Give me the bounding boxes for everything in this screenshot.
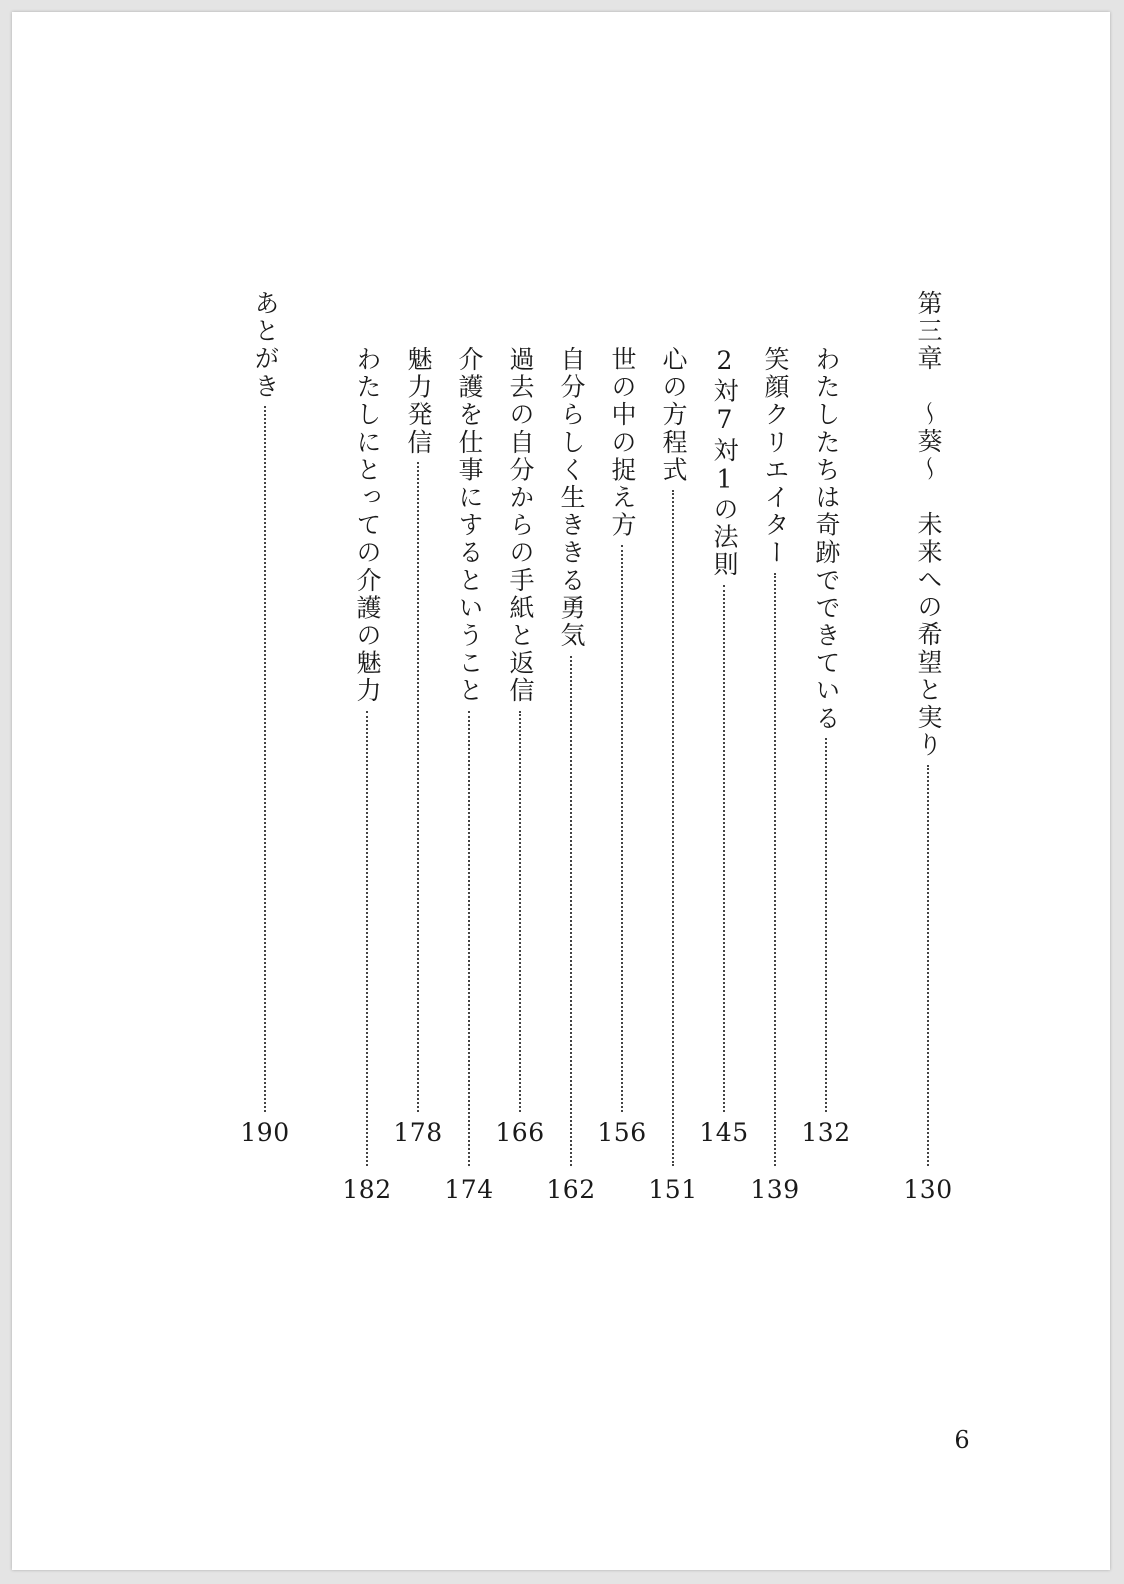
dot-leader (468, 711, 470, 1166)
page-number: 151 (648, 1175, 698, 1204)
page-number: 145 (699, 1118, 749, 1147)
book-page (12, 12, 1110, 1570)
toc-entry-title: 世の中の捉え方 (608, 346, 637, 540)
dot-leader (417, 462, 419, 1112)
dot-leader (264, 406, 266, 1112)
page-number: 174 (444, 1175, 494, 1204)
afterword-title: あとがき (251, 290, 280, 401)
dot-leader (825, 738, 827, 1112)
dot-leader (774, 573, 776, 1166)
toc-entry-title: わたしにとっての介護の魅力 (353, 346, 382, 705)
dot-leader (366, 711, 368, 1166)
page-number: 178 (393, 1118, 443, 1147)
page-number: 166 (495, 1118, 545, 1147)
toc-entry-title: 2対7対1の法則 (710, 346, 739, 579)
toc-entry-title: 心の方程式 (659, 346, 688, 484)
dot-leader (621, 545, 623, 1112)
toc-entry-title: わたしたちは奇跡でできている (812, 346, 841, 733)
folio-page-number: 6 (954, 1426, 970, 1454)
chapter-title: 第三章 ～葵～ 未来への希望と実り (914, 290, 943, 760)
dot-leader (570, 656, 572, 1166)
page-number: 132 (801, 1118, 851, 1147)
toc-entry-title: 魅力発信 (404, 346, 433, 457)
toc-entry-title: 自分らしく生ききる勇気 (557, 346, 586, 650)
page-number: 130 (903, 1175, 953, 1204)
page-number: 162 (546, 1175, 596, 1204)
dot-leader (723, 585, 725, 1112)
dot-leader (519, 711, 521, 1112)
page-number: 156 (597, 1118, 647, 1147)
dot-leader (672, 490, 674, 1166)
toc-entry-title: 過去の自分からの手紙と返信 (506, 346, 535, 705)
page-number: 182 (342, 1175, 392, 1204)
page-number: 190 (240, 1118, 290, 1147)
page-number: 139 (750, 1175, 800, 1204)
dot-leader (927, 765, 929, 1166)
toc-entry-title: 介護を仕事にするということ (455, 346, 484, 705)
toc-entry-title: 笑顔クリエイター (761, 346, 790, 567)
